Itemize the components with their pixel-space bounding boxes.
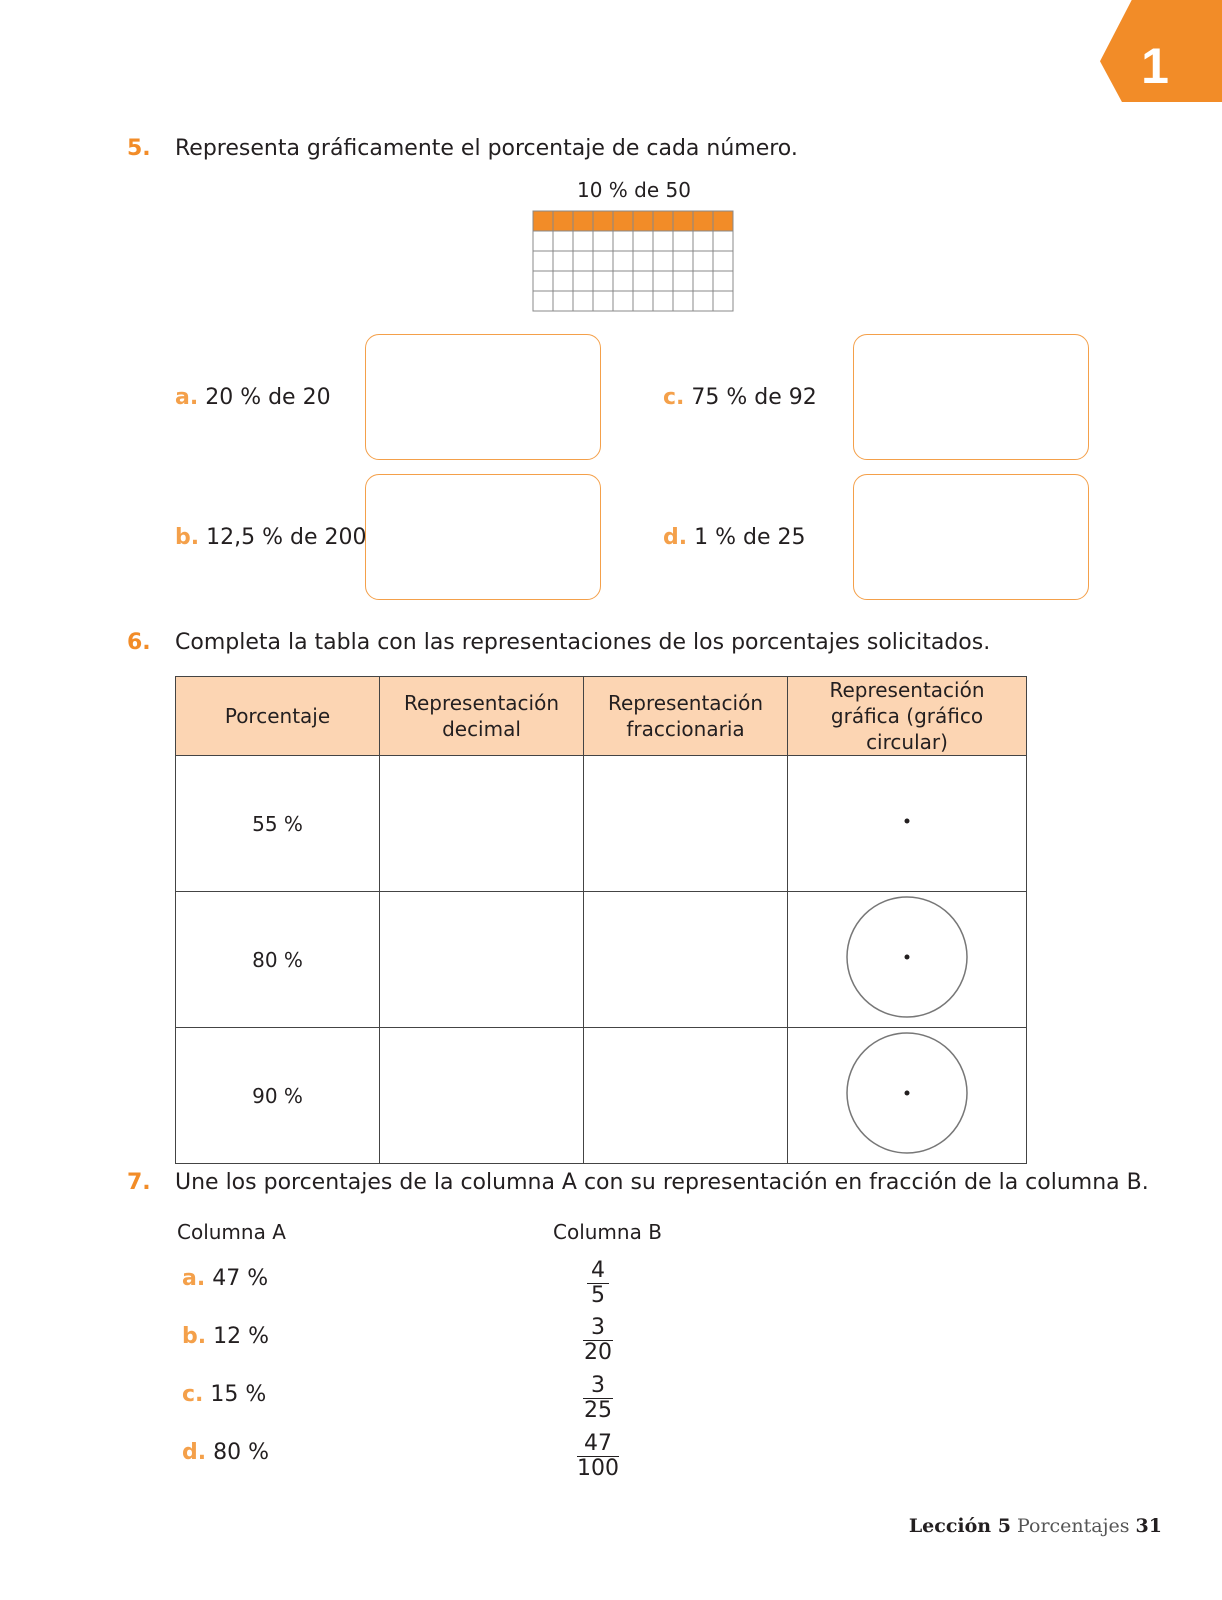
fraction-denominator: 20: [584, 1340, 612, 1365]
q5-item-a-text: 20 % de 20: [205, 385, 331, 410]
col-a-item-a-text: 47 %: [212, 1266, 269, 1291]
fraction-numerator: 3: [591, 1373, 605, 1398]
grid-cell: [653, 291, 673, 311]
grid-cell: [553, 271, 573, 291]
chapter-number: 1: [1141, 38, 1169, 94]
header-percentage: Porcentaje: [176, 677, 380, 756]
cell-decimal-90[interactable]: [380, 1028, 584, 1164]
col-b-fraction-3-25[interactable]: [573, 1374, 623, 1423]
grid-cell: [553, 231, 573, 251]
example-caption: 10 % de 50: [577, 178, 691, 202]
grid-cell: [653, 271, 673, 291]
q5-number: 5.: [127, 136, 151, 161]
fraction-numerator: 3: [591, 1315, 605, 1340]
col-a-item-b-text: 12 %: [213, 1324, 270, 1349]
cell-graphic-90[interactable]: [788, 1028, 1027, 1164]
q5-item-c-label: c.: [663, 385, 685, 410]
grid-cell: [673, 251, 693, 271]
col-a-item-b[interactable]: [182, 1324, 269, 1349]
grid-cell: [593, 291, 613, 311]
cell-fraction-55[interactable]: [584, 756, 788, 892]
q6-number: 6.: [127, 630, 151, 655]
table-row: [176, 892, 1027, 1028]
grid-cell: [593, 251, 613, 271]
answer-box-d[interactable]: [853, 474, 1089, 600]
col-a-item-d-text: 80 %: [213, 1440, 270, 1465]
row-55-percent: 55 %: [176, 756, 380, 892]
grid-cell-filled: [533, 211, 553, 231]
q5-prompt: Representa gráficamente el porcentaje de cada número.: [175, 136, 798, 161]
grid-cell: [533, 231, 553, 251]
footer-topic: Porcentajes: [1016, 1515, 1130, 1537]
grid-cell-filled: [633, 211, 653, 231]
q5-item-d-text: 1 % de 25: [694, 525, 806, 550]
grid-cell: [553, 291, 573, 311]
grid-cell: [533, 291, 553, 311]
page-footer: [909, 1515, 1162, 1537]
pie-circle: [842, 1028, 972, 1158]
cell-decimal-55[interactable]: [380, 756, 584, 892]
grid-cell: [673, 271, 693, 291]
grid-cell-filled: [713, 211, 733, 231]
header-decimal: Representación decimal: [380, 677, 584, 756]
col-a-item-a[interactable]: [182, 1266, 268, 1291]
grid-cell: [613, 291, 633, 311]
grid-cell: [693, 251, 713, 271]
fraction-denominator: 5: [591, 1283, 605, 1308]
grid-cell: [713, 251, 733, 271]
grid-cell-filled: [553, 211, 573, 231]
grid-cell: [673, 291, 693, 311]
header-graphic: Representación gráfica (gráfico circular): [788, 677, 1027, 756]
footer-lesson: Lección 5: [908, 1515, 1011, 1537]
grid-cell: [633, 231, 653, 251]
pie-circle: [842, 892, 972, 1022]
cell-fraction-90[interactable]: [584, 1028, 788, 1164]
example-percent-grid: [532, 210, 738, 314]
grid-cell: [573, 291, 593, 311]
q5-item-a: [175, 385, 331, 410]
column-b-title: Columna B: [553, 1220, 662, 1244]
q7-number: 7.: [127, 1170, 151, 1195]
col-a-item-c-text: 15 %: [210, 1382, 267, 1407]
q5-item-d: [663, 525, 805, 550]
grid-cell-filled: [573, 211, 593, 231]
col-b-fraction-47-100[interactable]: [573, 1432, 623, 1481]
cell-fraction-80[interactable]: [584, 892, 788, 1028]
footer-page-number: 31: [1135, 1515, 1162, 1537]
q5-item-c-text: 75 % de 92: [691, 385, 817, 410]
fraction-denominator: 25: [584, 1398, 612, 1423]
cell-decimal-80[interactable]: [380, 892, 584, 1028]
cell-graphic-55[interactable]: [788, 756, 1027, 892]
grid-cell: [573, 271, 593, 291]
col-b-fraction-3-20[interactable]: [573, 1316, 623, 1365]
col-a-item-d-label: d.: [182, 1440, 207, 1465]
grid-cell: [673, 231, 693, 251]
cell-graphic-80[interactable]: [788, 892, 1027, 1028]
grid-cell: [633, 251, 653, 271]
grid-cell: [593, 231, 613, 251]
grid-cell: [713, 291, 733, 311]
header-fraction: Representación fraccionaria: [584, 677, 788, 756]
column-a-title: Columna A: [177, 1220, 286, 1244]
q5-item-c: [663, 385, 817, 410]
grid-cell: [653, 231, 673, 251]
answer-box-a[interactable]: [365, 334, 601, 460]
grid-cell: [553, 251, 573, 271]
grid-cell: [613, 271, 633, 291]
grid-cell-filled: [653, 211, 673, 231]
grid-cell: [533, 271, 553, 291]
row-90-percent: 90 %: [176, 1028, 380, 1164]
grid-cell: [573, 231, 593, 251]
col-a-item-a-label: a.: [182, 1266, 206, 1291]
q5-item-b-text: 12,5 % de 200: [206, 525, 367, 550]
col-a-item-d[interactable]: [182, 1440, 269, 1465]
percent-table: [175, 676, 1027, 1164]
grid-cell: [633, 271, 653, 291]
col-a-item-c-label: c.: [182, 1382, 204, 1407]
grid-cell: [693, 291, 713, 311]
pie-center-dot: [842, 756, 972, 886]
grid-cell-filled: [613, 211, 633, 231]
grid-cell: [533, 251, 553, 271]
grid-cell-filled: [693, 211, 713, 231]
grid-cell-filled: [673, 211, 693, 231]
q5-item-b-label: b.: [175, 525, 200, 550]
grid-cell: [693, 271, 713, 291]
grid-cell: [693, 231, 713, 251]
q7-prompt: Une los porcentajes de la columna A con su representación en fracción de la columna B.: [175, 1170, 1149, 1195]
grid-cell: [593, 271, 613, 291]
table-row: [176, 1028, 1027, 1164]
grid-cell: [713, 231, 733, 251]
grid-cell: [653, 251, 673, 271]
grid-cell: [613, 251, 633, 271]
table-row: [176, 756, 1027, 892]
answer-box-c[interactable]: [853, 334, 1089, 460]
grid-cell: [713, 271, 733, 291]
answer-box-b[interactable]: [365, 474, 601, 600]
grid-cell-filled: [593, 211, 613, 231]
grid-cell: [633, 291, 653, 311]
grid-cell: [613, 231, 633, 251]
table-header-row: [176, 677, 1027, 756]
col-a-item-c[interactable]: [182, 1382, 266, 1407]
q5-item-a-label: a.: [175, 385, 199, 410]
q6-prompt: Completa la tabla con las representaciones de los porcentajes solicitados.: [175, 630, 991, 655]
row-80-percent: 80 %: [176, 892, 380, 1028]
q5-item-d-label: d.: [663, 525, 688, 550]
col-b-fraction-4-5[interactable]: [573, 1259, 623, 1308]
fraction-numerator: 4: [591, 1258, 605, 1283]
q5-item-b: [175, 525, 366, 550]
fraction-denominator: 100: [577, 1456, 619, 1481]
col-a-item-b-label: b.: [182, 1324, 207, 1349]
grid-cell: [573, 251, 593, 271]
fraction-numerator: 47: [584, 1431, 612, 1456]
